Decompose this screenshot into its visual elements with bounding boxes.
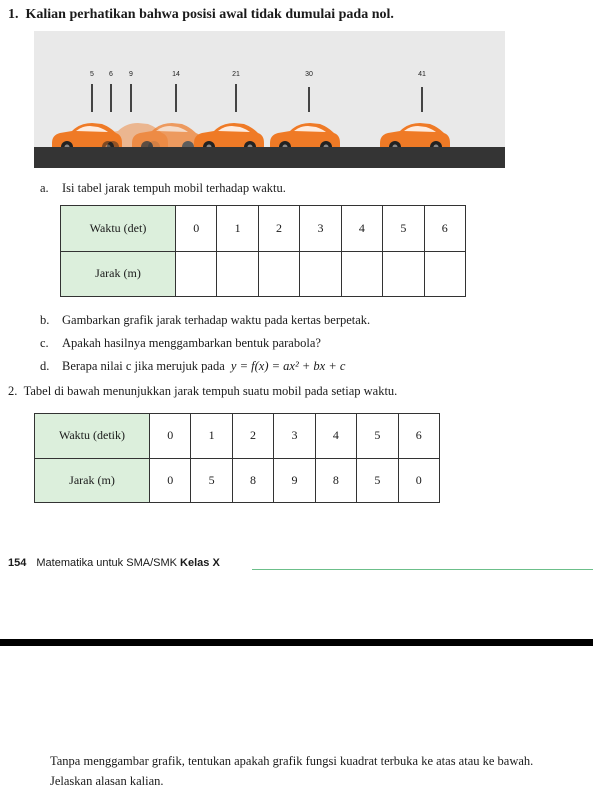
table-row [35, 458, 440, 503]
table-row [61, 206, 466, 252]
item-d [40, 359, 345, 374]
table-cell: 3 [300, 206, 341, 252]
table-cell-empty[interactable] [300, 251, 341, 297]
marker-label: 6 [109, 71, 113, 78]
table-cell-empty[interactable] [258, 251, 299, 297]
position-marker [110, 84, 112, 112]
table-cell: 1 [217, 206, 258, 252]
table-cell: 5 [357, 414, 398, 459]
table-cell-empty[interactable] [217, 251, 258, 297]
table-cell-empty[interactable] [383, 251, 424, 297]
road [34, 147, 505, 168]
table-cell: 2 [232, 414, 273, 459]
table-header-cell: Jarak (m) [35, 458, 150, 503]
page-separator-bar [0, 639, 593, 646]
item-letter: b. [40, 313, 50, 327]
item-letter: c. [40, 336, 49, 350]
table-cell: 9 [274, 458, 315, 503]
item-text: Gambarkan grafik jarak terhadap waktu pada kertas berpetak. [62, 313, 371, 327]
position-marker [130, 84, 132, 112]
distance-table-2 [34, 413, 440, 503]
position-marker [421, 87, 423, 112]
table-cell: 1 [191, 414, 232, 459]
item-b [40, 313, 370, 328]
table-cell: 8 [315, 458, 356, 503]
table-cell-empty[interactable] [341, 251, 382, 297]
position-marker [308, 87, 310, 112]
marker-label: 21 [232, 71, 240, 78]
quadratic-formula: y = f(x) = ax² + bx + c [230, 359, 346, 373]
item-letter: a. [40, 181, 49, 195]
question-1-title: 1. Kalian perhatikan bahwa posisi awal tidak dumulai pada nol. [8, 7, 394, 22]
table-cell-empty[interactable] [424, 251, 465, 297]
marker-label: 5 [90, 71, 94, 78]
table-cell: 0 [398, 458, 439, 503]
book-title: Matematika untuk SMA/SMK [36, 557, 177, 569]
distance-table-1 [60, 205, 466, 297]
table-cell: 5 [191, 458, 232, 503]
item-letter: d. [40, 359, 50, 373]
position-marker [91, 84, 93, 112]
table-cell: 6 [398, 414, 439, 459]
table-header-cell: Waktu (detik) [35, 414, 150, 459]
table-row [35, 414, 440, 459]
marker-label: 14 [172, 71, 180, 78]
question-2-title: 2. Tabel di bawah menunjukkan jarak tempuh suatu mobil pada setiap waktu. [8, 384, 398, 398]
table-cell-empty[interactable] [176, 251, 217, 297]
marker-label: 9 [129, 71, 133, 78]
continued-question-text: Tanpa menggambar grafik, tentukan apakah grafik fungsi kuadrat terbuka ke atas atau ke bawah. Jelaskan alasan kalian. [50, 754, 534, 788]
item-text: Apakah hasilnya menggambarkan bentuk parabola? [62, 336, 321, 350]
marker-label: 30 [305, 71, 313, 78]
item-text: Berapa nilai c jika merujuk pada [62, 359, 225, 373]
class-label: Kelas X [180, 557, 220, 569]
position-marker [175, 84, 177, 112]
page-footer [8, 557, 220, 569]
car-position-illustration [34, 31, 505, 168]
table-cell: 8 [232, 458, 273, 503]
table-cell: 6 [424, 206, 465, 252]
table-row [61, 251, 466, 297]
item-c [40, 336, 321, 351]
marker-label: 41 [418, 71, 426, 78]
table-cell: 0 [150, 458, 191, 503]
table-cell: 5 [383, 206, 424, 252]
page-number: 154 [8, 557, 27, 569]
table-header-cell: Waktu (det) [61, 206, 176, 252]
footer-divider [252, 569, 593, 570]
table-cell: 2 [258, 206, 299, 252]
table-cell: 5 [357, 458, 398, 503]
table-header-cell: Jarak (m) [61, 251, 176, 297]
table-cell: 4 [315, 414, 356, 459]
item-text: Isi tabel jarak tempuh mobil terhadap waktu. [62, 181, 286, 195]
table-cell: 0 [176, 206, 217, 252]
table-cell: 3 [274, 414, 315, 459]
item-a [40, 181, 286, 196]
table-cell: 0 [150, 414, 191, 459]
position-marker [235, 84, 237, 112]
table-cell: 4 [341, 206, 382, 252]
